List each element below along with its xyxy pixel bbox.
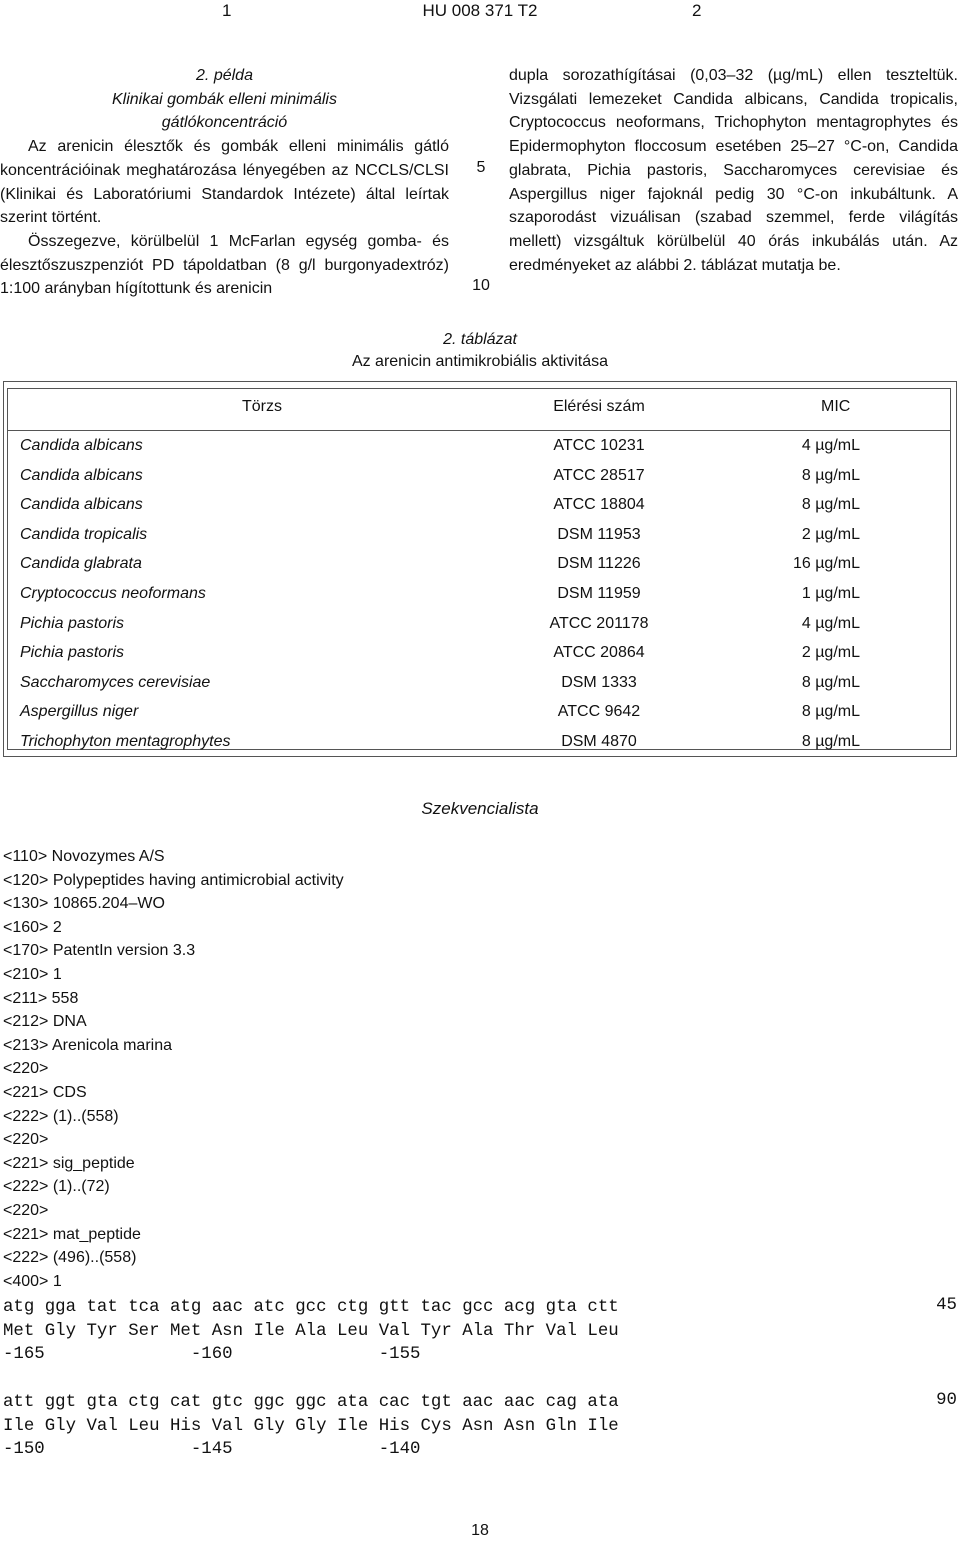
table-cell-accession: DSM 1333 — [561, 673, 637, 691]
sequence-meta-line: <222> (1)..(558) — [3, 1107, 119, 1125]
table-cell-mic: 16 µg/mL — [792, 555, 860, 573]
table-cell-accession: DSM 11226 — [557, 555, 641, 573]
table-cell-accession: ATCC 28517 — [553, 466, 645, 484]
sequence-meta-line: <221> sig_peptide — [3, 1154, 135, 1172]
sequence-position-line: -150 -145 -140 — [3, 1440, 421, 1459]
table-cell-accession: DSM 11953 — [557, 525, 641, 543]
table-cell-mic: 8 µg/mL — [801, 496, 860, 514]
table-cell-accession: ATCC 9642 — [557, 703, 641, 721]
table-cell-accession: DSM 4870 — [561, 733, 637, 750]
sequence-meta-line: <213> Arenicola marina — [3, 1036, 172, 1054]
table-header-mic: MIC — [821, 398, 851, 415]
table-cell-strain: Pichia pastoris — [20, 614, 125, 632]
table-cell-accession: ATCC 201178 — [549, 614, 649, 632]
sequence-base-count: 45 — [936, 1296, 957, 1315]
sequence-list-title: Szekvencialista — [421, 799, 539, 818]
table-label: 2. táblázat — [443, 331, 517, 348]
sequence-position-line: -165 -160 -155 — [3, 1345, 421, 1364]
sequence-meta-line: <210> 1 — [3, 965, 62, 983]
intro-paragraph: Az arenicin élesztők és gombák elleni minimális gátló koncentrációinak meghatározása lényegében az NCCLS/CLSI (Klinikai és Laboratóriumi Standardok Intézete) által leírtak szerint történt. — [0, 138, 449, 227]
table-cell-mic: 2 µg/mL — [801, 525, 860, 543]
sequence-meta-line: <211> 558 — [3, 989, 79, 1007]
table-cell-strain: Candida albicans — [20, 496, 143, 514]
sequence-meta-line: <130> 10865.204–WO — [3, 895, 165, 913]
sequence-meta-line: <212> DNA — [3, 1013, 87, 1031]
table-cell-accession: ATCC 20864 — [553, 644, 645, 662]
table-cell-mic: 8 µg/mL — [801, 673, 860, 691]
table-cell-strain: Candida tropicalis — [20, 525, 148, 543]
table-cell-accession: DSM 11959 — [557, 585, 641, 602]
sequence-meta-line: <220> — [3, 1201, 49, 1219]
method-paragraph: Összegezve, körülbelül 1 McFarlan egység gomba- és élesztőszuszpenziót PD tápoldatban (8 g/l burgonyadextróz) 1:100 arányban hígítottunk és arenicin — [0, 232, 449, 298]
sequence-meta-line: <221> CDS — [3, 1083, 87, 1101]
sequence-meta-line: <221> mat_peptide — [3, 1225, 141, 1243]
section-title-line2: gátlókoncentráció — [161, 114, 288, 132]
results-paragraph: dupla sorozathígításai (0,03–32 (µg/mL) ellen teszteltük. Vizsgálati lemezeket Candida albicans, Candida tropicalis, Cryptococcus neoformans, Trichophyton mentagrophytes és Epidermophyton floccosum esetében 25–27 °C-on, Candida glabrata, Pichia pastoris, Saccharomyces cerevisiae és Aspergillus niger fajoknál pedig 30 °C-on inkubáltunk. A szaporodást vizuálisan (szabad szemmel, ferde világítás mellett) vizsgáltuk körülbelül 40 órás inkubálás után. Az eredményeket az alábbi 2. táblázat mutatja be. — [509, 67, 958, 274]
header-left-page-number: 1 — [222, 1, 232, 20]
sequence-meta-line: <120> Polypeptides having antimicrobial activity — [3, 871, 344, 889]
table-cell-strain: Candida albicans — [20, 466, 143, 484]
line-number-10: 10 — [472, 277, 490, 294]
sequence-meta-line: <220> — [3, 1131, 49, 1149]
table-cell-strain: Candida albicans — [20, 437, 143, 454]
table-cell-accession: ATCC 18804 — [553, 496, 645, 514]
page-number: 18 — [471, 1522, 489, 1539]
table-cell-mic: 4 µg/mL — [801, 437, 860, 454]
table-cell-strain: Cryptococcus neoformans — [20, 585, 206, 602]
table-cell-accession: ATCC 10231 — [553, 437, 645, 454]
example-label: 2. példa — [196, 67, 253, 84]
sequence-meta-line: <222> (496)..(558) — [3, 1249, 137, 1267]
table-cell-mic: 2 µg/mL — [801, 644, 860, 662]
sequence-meta-line: <400> 1 — [3, 1272, 62, 1290]
table-cell-strain: Saccharomyces cerevisiae — [20, 673, 211, 691]
sequence-meta-line: <222> (1)..(72) — [3, 1178, 110, 1196]
table-cell-mic: 4 µg/mL — [801, 614, 860, 632]
table-header-accession: Elérési szám — [553, 398, 645, 415]
line-number-5: 5 — [476, 159, 486, 176]
header-document-id: HU 008 371 T2 — [422, 1, 538, 20]
sequence-meta-line: <220> — [3, 1060, 49, 1078]
sequence-metadata — [3, 845, 344, 1293]
table-cell-strain: Candida glabrata — [20, 555, 142, 573]
sequence-base-count: 90 — [936, 1391, 957, 1410]
table-cell-strain: Aspergillus niger — [20, 703, 139, 721]
table-cell-mic: 1 µg/mL — [801, 585, 860, 602]
table-caption: Az arenicin antimikrobiális aktivitása — [351, 353, 609, 370]
table-header-divider — [7, 430, 951, 431]
right-column — [509, 64, 958, 277]
sequence-amino-acid-line: Ile Gly Val Leu His Val Gly Gly Ile His Cys Asn Asn Gln Ile — [3, 1416, 619, 1436]
sequence-dna-line: atg gga tat tca atg aac atc gcc ctg gtt tac gcc acg gta ctt — [3, 1298, 619, 1317]
table-cell-mic: 8 µg/mL — [801, 733, 860, 750]
table-cell-mic: 8 µg/mL — [801, 703, 860, 721]
sequence-meta-line: <160> 2 — [3, 918, 62, 936]
section-title-line1: Klinikai gombák elleni minimális — [112, 90, 337, 108]
sequence-meta-line: <110> Novozymes A/S — [3, 848, 165, 865]
sequence-meta-line: <170> PatentIn version 3.3 — [3, 942, 196, 960]
table-cell-strain: Trichophyton mentagrophytes — [20, 733, 231, 750]
sequence-amino-acid-line: Met Gly Tyr Ser Met Asn Ile Ala Leu Val Tyr Ala Thr Val Leu — [3, 1321, 619, 1341]
table-cell-mic: 8 µg/mL — [801, 466, 860, 484]
sequence-dna-line: att ggt gta ctg cat gtc ggc ggc ata cac tgt aac aac cag ata — [3, 1393, 619, 1412]
left-column — [0, 64, 449, 301]
header-right-page-number: 2 — [692, 1, 702, 20]
table-cell-strain: Pichia pastoris — [20, 644, 125, 662]
